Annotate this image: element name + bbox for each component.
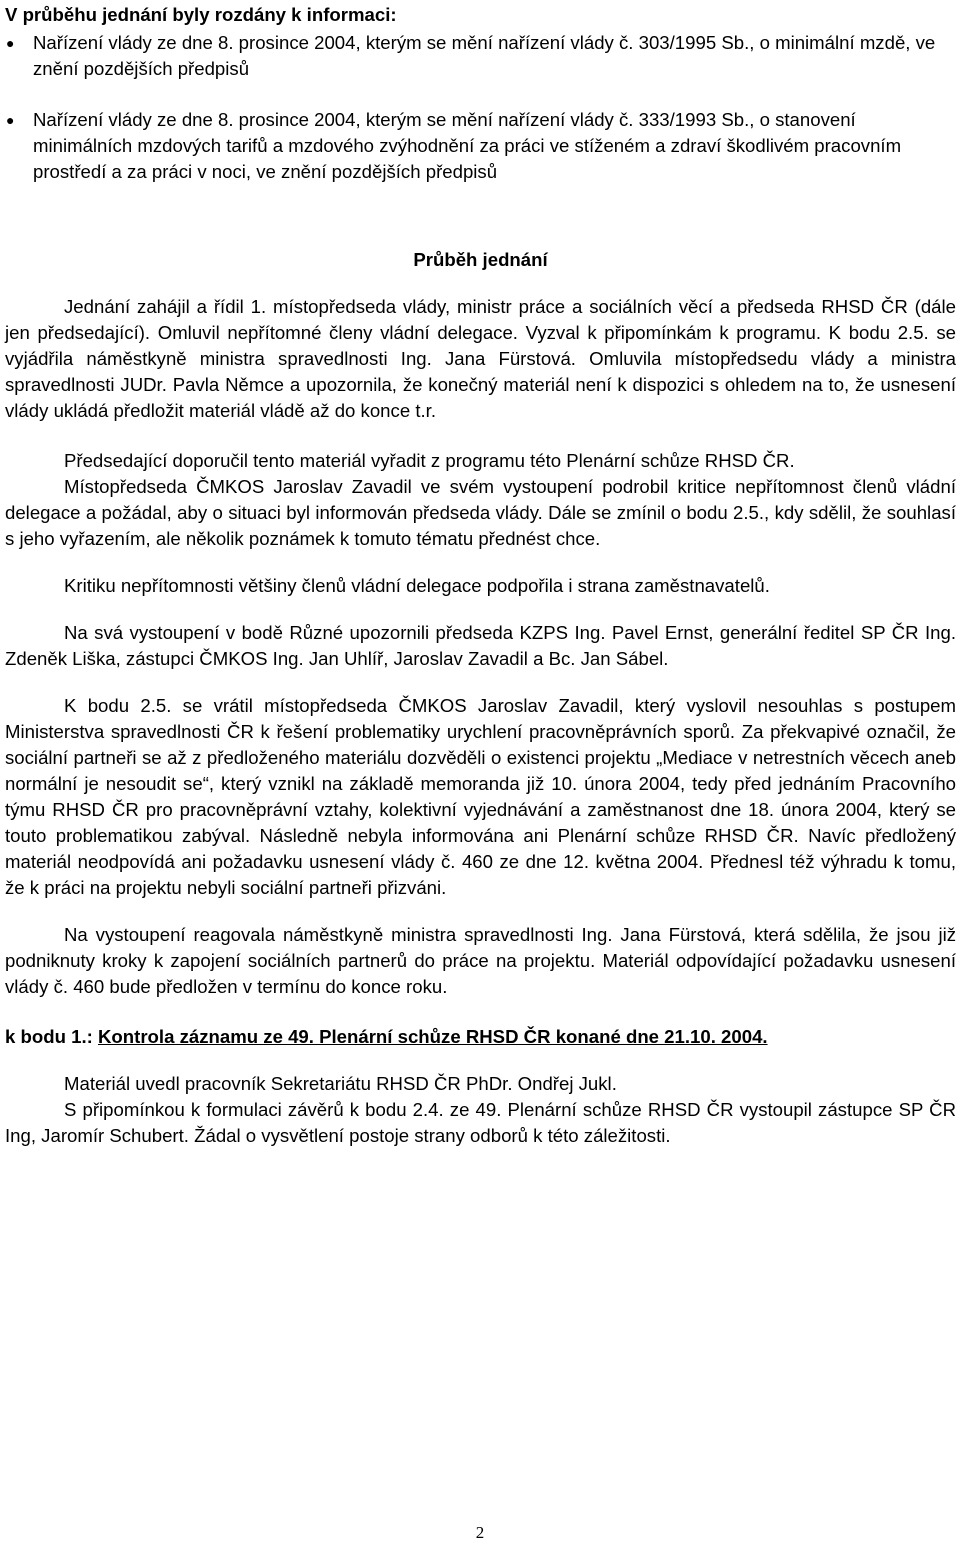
- paragraph: Jednání zahájil a řídil 1. místopředseda vlády, ministr práce a sociálních věcí a předseda RHSD ČR (dále jen předsedající). Omluvil nepřítomné členy vládní delegace. Vyzval k připomínkám k programu. K bodu 2.5. se vyjádřila náměstkyně ministra spravedlnosti Ing. Jana Fürstová. Omluvila místopředsedu vlády a ministra spravedlnosti JUDr. Pavla Němce a upozornila, že konečný materiál není k dispozici s ohledem na to, že usnesení vlády ukládá předložit materiál vládě až do konce t.r.: [5, 296, 956, 421]
- info-heading: V průběhu jednání byly rozdány k informaci:: [5, 4, 397, 25]
- paragraph: Materiál uvedl pracovník Sekretariátu RHSD ČR PhDr. Ondřej Jukl.: [64, 1073, 617, 1094]
- section-title: Průběh jednání: [413, 249, 548, 270]
- agenda-item-prefix: k bodu 1.:: [5, 1026, 93, 1047]
- list-item: [5, 107, 956, 185]
- document-page: [5, 2, 956, 1149]
- agenda-item-title: Kontrola záznamu ze 49. Plenární schůze RHSD ČR konané dne 21.10. 2004.: [97, 1026, 768, 1047]
- agenda-item-heading: [5, 1024, 956, 1050]
- paragraph: S připomínkou k formulaci závěrů k bodu 2.4. ze 49. Plenární schůze RHSD ČR vystoupil zástupce SP ČR Ing, Jaromír Schubert. Žádal o vysvětlení postoje strany odborů k této záležitosti.: [5, 1099, 956, 1146]
- paragraph: Předsedající doporučil tento materiál vyřadit z programu této Plenární schůze RHSD ČR.: [64, 450, 795, 471]
- paragraph: Kritiku nepřítomnosti většiny členů vládní delegace podpořila i strana zaměstnavatelů.: [64, 575, 770, 596]
- bullet-icon: ●: [6, 112, 15, 128]
- paragraph: Místopředseda ČMKOS Jaroslav Zavadil ve svém vystoupení podrobil kritice nepřítomnost členů vládní delegace a požádal, aby o situaci byl informován předseda vlády. Dále se zmínil o bodu 2.5., kdy sdělil, že souhlasí s jeho vyřazením, ale několik poznámek k tomuto tématu přednést chce.: [5, 476, 956, 549]
- page-number: 2: [475, 1523, 485, 1542]
- paragraph: K bodu 2.5. se vrátil místopředseda ČMKOS Jaroslav Zavadil, který vyslovil nesouhlas s postupem Ministerstva spravedlnosti ČR k řešení problematiky urychlení pracovněprávních sporů. Za překvapivé označil, že sociální partneři se až z předloženého materiálu dozvěděli o existenci projektu „Mediace v netrestních věcech aneb normální je nesoudit se“, který vznikl na základě memoranda již 10. února 2004, tedy před jednáním Pracovního týmu RHSD ČR pro pracovněprávní vztahy, kolektivní vyjednávání a zaměstnanost dne 18. února 2004, který se touto problematikou zabýval. Následně nebyla informována ani Plenární schůze RHSD ČR. Navíc předložený materiál neodpovídá ani požadavku usnesení vlády č. 460 ze dne 12. května 2004. Přednesl též výhradu k tomu, že k práci na projektu nebyli sociální partneři přizváni.: [5, 695, 956, 898]
- info-list: [5, 30, 956, 185]
- bullet-icon: ●: [6, 35, 15, 51]
- paragraph: Na svá vystoupení v bodě Různé upozornili předseda KZPS Ing. Pavel Ernst, generální ředitel SP ČR Ing. Zdeněk Liška, zástupci ČMKOS Ing. Jan Uhlíř, Jaroslav Zavadil a Bc. Jan Sábel.: [5, 622, 956, 669]
- paragraph: Na vystoupení reagovala náměstkyně ministra spravedlnosti Ing. Jana Fürstová, která sdělila, že jsou již podniknuty kroky k zapojení sociálních partnerů do práce na projektu. Materiál odpovídající požadavku usnesení vlády č. 460 bude předložen v termínu do konce roku.: [5, 924, 956, 997]
- list-item-text: Nařízení vlády ze dne 8. prosince 2004, kterým se mění nařízení vlády č. 333/1993 Sb., o stanovení minimálních mzdových tarifů a mzdového zvýhodnění za práci ve stíženém a zdraví škodlivém pracovním prostředí a za práci v noci, ve znění pozdějších předpisů: [33, 109, 902, 182]
- list-item-text: Nařízení vlády ze dne 8. prosince 2004, kterým se mění nařízení vlády č. 303/1995 Sb., o minimální mzdě, ve znění pozdějších předpisů: [33, 32, 936, 79]
- list-item: [5, 30, 956, 82]
